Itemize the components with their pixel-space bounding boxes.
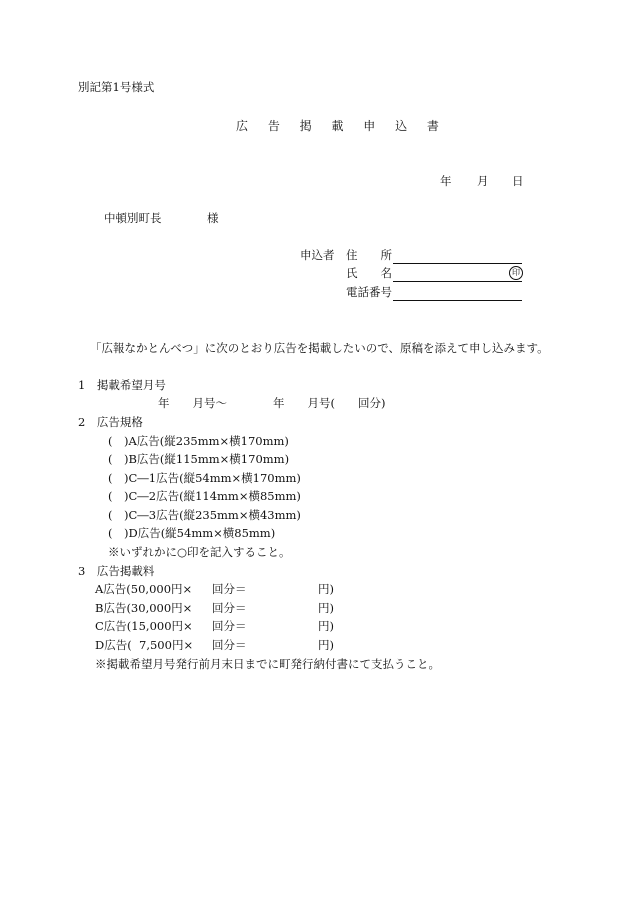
date-day: 日 xyxy=(512,174,524,188)
section3-note: ※掲載希望月号発行前月末日までに町発行納付書にて支払うこと。 xyxy=(95,657,440,671)
seal-mark: 印 xyxy=(509,266,523,280)
phone-field[interactable] xyxy=(393,300,522,301)
section1-period-line: 年 月号～ 年 月号( 回分) xyxy=(158,396,386,410)
date-year: 年 xyxy=(440,174,452,188)
applicant-label: 申込者 xyxy=(300,248,335,262)
addressee-honorific: 様 xyxy=(207,211,219,225)
fee-row-label: A広告(50,000円× xyxy=(95,582,193,596)
fee-row-label: D広告( 7,500円× xyxy=(95,638,194,652)
ad-size-option[interactable]: ( )C―2広告(縦114mm×横85mm) xyxy=(108,489,301,503)
section3-heading: 3 広告掲載料 xyxy=(78,564,155,578)
address-label: 住 所 xyxy=(346,248,392,262)
section2-heading: 2 広告規格 xyxy=(78,415,143,429)
addressee-name: 中頓別町長 xyxy=(104,211,162,225)
ad-size-option[interactable]: ( )C―3広告(縦235mm×横43mm) xyxy=(108,508,301,522)
ad-size-option[interactable]: ( )B広告(縦115mm×横170mm) xyxy=(108,452,290,466)
address-field[interactable] xyxy=(393,263,522,264)
name-field[interactable] xyxy=(393,281,522,282)
fee-row-label: C広告(15,000円× xyxy=(95,619,193,633)
name-label: 氏 名 xyxy=(346,266,392,280)
form-number: 別記第1号様式 xyxy=(78,80,155,94)
date-month: 月 xyxy=(477,174,489,188)
fee-row-unit: 円) xyxy=(318,601,334,615)
fee-row-count: 回分＝ xyxy=(212,619,247,633)
fee-row-unit: 円) xyxy=(318,582,334,596)
fee-row-label: B広告(30,000円× xyxy=(95,601,193,615)
fee-row-count: 回分＝ xyxy=(212,582,247,596)
section2-note: ※いずれかに○印を記入すること。 xyxy=(108,545,291,559)
fee-row-count: 回分＝ xyxy=(212,638,247,652)
fee-row-count: 回分＝ xyxy=(212,601,247,615)
section1-heading: 1 掲載希望月号 xyxy=(78,378,166,392)
fee-row-unit: 円) xyxy=(318,619,334,633)
fee-row-unit: 円) xyxy=(318,638,334,652)
ad-size-option[interactable]: ( )A広告(縦235mm×横170mm) xyxy=(108,434,289,448)
ad-size-option[interactable]: ( )C―1広告(縦54mm×横170mm) xyxy=(108,471,301,485)
document-title: 広 告 掲 載 申 込 書 xyxy=(236,119,447,133)
ad-size-option[interactable]: ( )D広告(縦54mm×横85mm) xyxy=(108,526,276,540)
intro-text: 「広報なかとんべつ」に次のとおり広告を掲載したいので、原稿を添えて申し込みます。 xyxy=(90,341,549,355)
phone-label: 電話番号 xyxy=(346,285,392,299)
